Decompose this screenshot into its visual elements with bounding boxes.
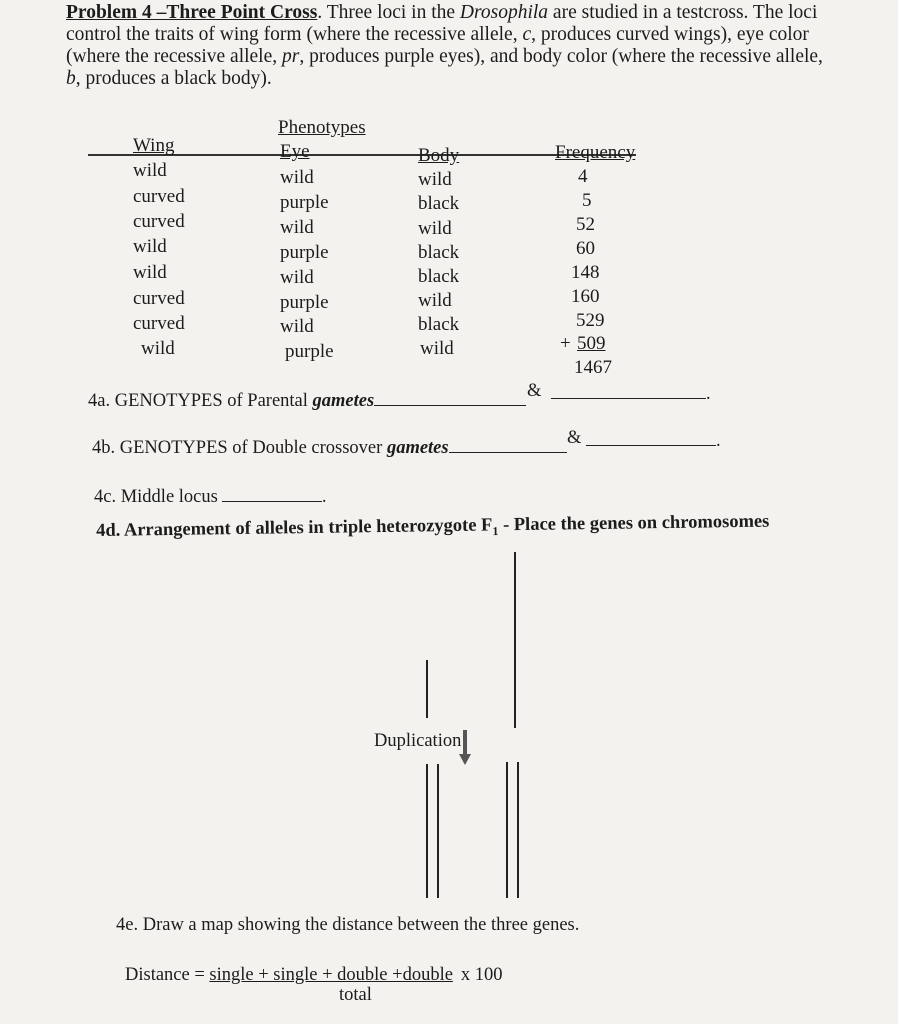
allele-c: c xyxy=(522,24,532,45)
sister-chromatid-left-1 xyxy=(426,764,428,898)
q4d-subscript: 1 xyxy=(492,524,499,539)
table-cell: wild xyxy=(141,338,175,359)
table-cell: curved xyxy=(133,288,185,309)
table-cell: purple xyxy=(280,242,329,263)
phenotypes-header: Phenotypes xyxy=(278,117,366,138)
table-cell: purple xyxy=(280,192,329,213)
table-cell: wild xyxy=(418,218,452,239)
table-cell: wild xyxy=(133,262,167,283)
table-cell: wild xyxy=(420,338,454,359)
question-4b xyxy=(92,436,567,459)
q4c-period: . xyxy=(321,487,327,507)
answer-blank-4b-2[interactable] xyxy=(586,429,716,446)
q4a-period: . xyxy=(706,384,711,404)
table-cell: curved xyxy=(133,186,185,207)
q4b-emph: gametes xyxy=(386,438,449,458)
chromosome-line-top-right xyxy=(514,552,516,728)
duplication-label: Duplication xyxy=(374,731,462,751)
problem-title: Problem 4 –Three Point Cross xyxy=(66,2,318,23)
answer-blank-4b-1[interactable] xyxy=(449,436,567,453)
answer-blank-4a-1[interactable] xyxy=(374,389,526,406)
answer-blank-4c[interactable] xyxy=(222,485,322,502)
col-header-body: Body xyxy=(418,145,460,166)
table-cell: wild xyxy=(418,169,452,190)
table-cell: wild xyxy=(280,167,314,188)
q4c-label: 4c. Middle locus xyxy=(94,487,218,507)
question-4e: 4e. Draw a map showing the distance between the three genes. xyxy=(116,915,580,935)
table-cell: purple xyxy=(285,341,334,362)
allele-b: b xyxy=(66,68,76,89)
formula-denominator: total xyxy=(339,985,372,1005)
question-4d xyxy=(96,512,770,545)
frequency-total: 1467 xyxy=(574,357,612,378)
table-cell: wild xyxy=(280,217,314,238)
intro-text-3: , produces curved wings), eye color (where the recessive allele, xyxy=(66,24,809,67)
table-cell: wild xyxy=(133,160,167,181)
plus-sign: + xyxy=(560,333,571,354)
table-cell: 529 xyxy=(576,310,605,331)
allele-pr: pr xyxy=(282,46,300,67)
table-cell: black xyxy=(418,242,460,263)
q4b-period: . xyxy=(716,431,721,451)
table-cell: wild xyxy=(418,290,452,311)
q4d-rest: - Place the genes on chromosomes xyxy=(498,511,770,536)
col-header-wing: Wing xyxy=(133,135,175,156)
q4a-second xyxy=(551,382,711,405)
formula-multiplier: x 100 xyxy=(460,965,503,985)
intro-text-4: , produces purple eyes), and body color (where the recessive allele, xyxy=(299,46,823,67)
table-cell: 60 xyxy=(576,238,595,259)
sister-chromatid-left-2 xyxy=(437,764,439,898)
q4b-ampersand: & xyxy=(567,428,582,448)
chromosome-line-top-left xyxy=(426,660,428,718)
table-cell: wild xyxy=(280,316,314,337)
table-cell: curved xyxy=(133,313,185,334)
question-4c xyxy=(94,485,326,508)
distance-formula xyxy=(125,965,503,986)
sister-chromatid-right-2 xyxy=(517,762,519,898)
table-cell: 5 xyxy=(582,190,592,211)
table-cell: black xyxy=(418,266,460,287)
table-cell: 4 xyxy=(578,166,588,187)
table-cell: 148 xyxy=(571,262,600,283)
table-cell: curved xyxy=(133,211,185,232)
q4b-label: 4b. GENOTYPES of Double crossover xyxy=(92,438,387,458)
answer-blank-4a-2[interactable] xyxy=(551,382,706,399)
intro-text-5: , produces a black body). xyxy=(75,68,272,89)
table-cell: 52 xyxy=(576,214,595,235)
table-cell: 160 xyxy=(571,286,600,307)
q4a-ampersand: & xyxy=(527,381,542,401)
question-4a xyxy=(88,389,526,412)
formula-lhs: Distance = xyxy=(125,965,210,985)
formula-numerator: single + single + double +double xyxy=(209,965,453,985)
q4a-label: 4a. GENOTYPES of Parental xyxy=(88,391,313,411)
q4a-emph: gametes xyxy=(312,391,375,411)
table-cell: 509 xyxy=(577,333,606,354)
duplication-arrow-icon xyxy=(458,730,472,766)
sister-chromatid-right-1 xyxy=(506,762,508,898)
table-cell: wild xyxy=(280,267,314,288)
table-cell: wild xyxy=(133,236,167,257)
intro-text-2: are studied in a testcross. The loci control the traits of wing form (where the recessive allele, xyxy=(66,2,818,45)
q4b-second xyxy=(586,429,721,452)
table-cell: purple xyxy=(280,292,329,313)
organism-name: Drosophila xyxy=(459,2,549,23)
table-cell: black xyxy=(418,314,460,335)
q4d-label: 4d. Arrangement of alleles in triple heterozygote F xyxy=(96,515,493,541)
intro-text-1: . Three loci in the xyxy=(317,2,460,23)
table-cell: black xyxy=(418,193,460,214)
col-header-eye: Eye xyxy=(280,141,310,162)
col-header-frequency: Frequency xyxy=(555,142,636,163)
problem-intro xyxy=(66,2,826,90)
